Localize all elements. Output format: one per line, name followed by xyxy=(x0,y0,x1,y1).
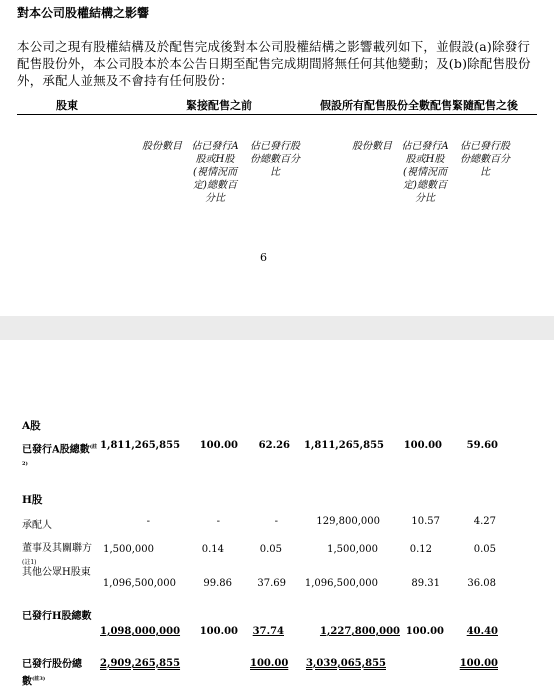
h-row-value: 36.08 xyxy=(467,578,496,589)
h-row-value: 0.12 xyxy=(409,544,432,555)
h-row-value: 1,500,000 xyxy=(103,544,154,555)
grand-after-shares: 3,039,065,855 xyxy=(305,658,386,669)
subheader-percent-of-class-after: 佔已發行A股或H股(視情況而定)總數百分比 xyxy=(401,141,449,204)
h-row-value: 1,096,500,000 xyxy=(102,578,176,589)
h-row-label: 董事及其關聯方 (註1) xyxy=(22,543,92,566)
header-divider xyxy=(17,114,537,115)
header-after-placing: 假設所有配售股份全數配售緊隨配售之後 xyxy=(320,99,518,112)
subheader-number-of-shares: 股份數目 xyxy=(142,141,182,152)
a-share-total-label: 已發行A股總數$^{(註2)}$ xyxy=(22,444,98,468)
grand-before-shares: 2,909,265,855 xyxy=(100,658,181,669)
a-after-shares: 1,811,265,855 xyxy=(303,440,384,451)
subheader-percent-of-class: 佔已發行A股或H股(視情況而定)總數百分比 xyxy=(191,141,239,204)
header-shareholder: 股東 xyxy=(56,99,78,112)
a-before-shares: 1,811,265,855 xyxy=(100,440,181,451)
h-row-value: 37.69 xyxy=(257,578,286,589)
grand-after-pct-total: 100.00 xyxy=(459,658,498,669)
h-row-value: - xyxy=(146,516,150,527)
intro-paragraph: 本公司之現有股權結構及於配售完成後對本公司股權結構之影響載列如下，並假設(a)除發行配售股份外，本公司股本於本公告日期至配售完成期間將無任何其他變動；及(b)除配售股份外，承配人並無及不會持有任何股份： xyxy=(17,39,531,88)
h-after-pct-total: 40.40 xyxy=(466,626,498,637)
subheader-percent-of-total-after: 佔已發行股份總數百分比 xyxy=(460,141,510,178)
subheader-number-of-shares-after: 股份數目 xyxy=(352,141,392,152)
h-row-label: 承配人 xyxy=(22,520,52,531)
h-row-value: 10.57 xyxy=(411,516,440,527)
header-before-placing: 緊接配售之前 xyxy=(186,99,252,112)
a-after-pct-class: 100.00 xyxy=(403,440,442,451)
document-page-bottom xyxy=(0,340,554,698)
h-row-value: 0.05 xyxy=(259,544,282,555)
section-title: 對本公司股權結構之影響 xyxy=(17,6,150,20)
page-number: 6 xyxy=(260,251,267,264)
h-after-pct-class: 100.00 xyxy=(405,626,444,637)
page-separator xyxy=(0,316,554,340)
h-row-value: 0.05 xyxy=(473,544,496,555)
h-row-value: - xyxy=(216,516,220,527)
h-row-label: 其他公眾H股東 xyxy=(22,567,91,578)
h-row-value: 1,096,500,000 xyxy=(304,578,378,589)
h-after-shares: 1,227,800,000 xyxy=(319,626,400,637)
h-row-value: 4.27 xyxy=(473,516,496,527)
h-before-pct-class: 100.00 xyxy=(199,626,238,637)
h-row-value: 0.14 xyxy=(201,544,224,555)
h-share-section-title: H股 xyxy=(22,494,43,506)
h-row-value: - xyxy=(274,516,278,527)
a-before-pct-total: 62.26 xyxy=(258,440,290,451)
h-row-value: 1,500,000 xyxy=(327,544,378,555)
a-share-section-title: A股 xyxy=(22,420,41,432)
h-row-value: 99.86 xyxy=(203,578,232,589)
h-share-total-label: 已發行H股總數 xyxy=(22,611,92,622)
h-row-value: 89.31 xyxy=(411,578,440,589)
document-page-top xyxy=(0,0,554,316)
a-before-pct-class: 100.00 xyxy=(199,440,238,451)
grand-before-pct-total: 100.00 xyxy=(250,658,289,669)
a-after-pct-total: 59.60 xyxy=(466,440,498,451)
h-row-value: 129,800,000 xyxy=(316,516,380,527)
subheader-percent-of-total: 佔已發行股份總數百分比 xyxy=(250,141,300,178)
h-before-shares: 1,098,000,000 xyxy=(100,626,181,637)
h-before-pct-total: 37.74 xyxy=(252,626,284,637)
grand-total-label: 已發行股份總數$^{(註3)}$ xyxy=(22,659,82,688)
